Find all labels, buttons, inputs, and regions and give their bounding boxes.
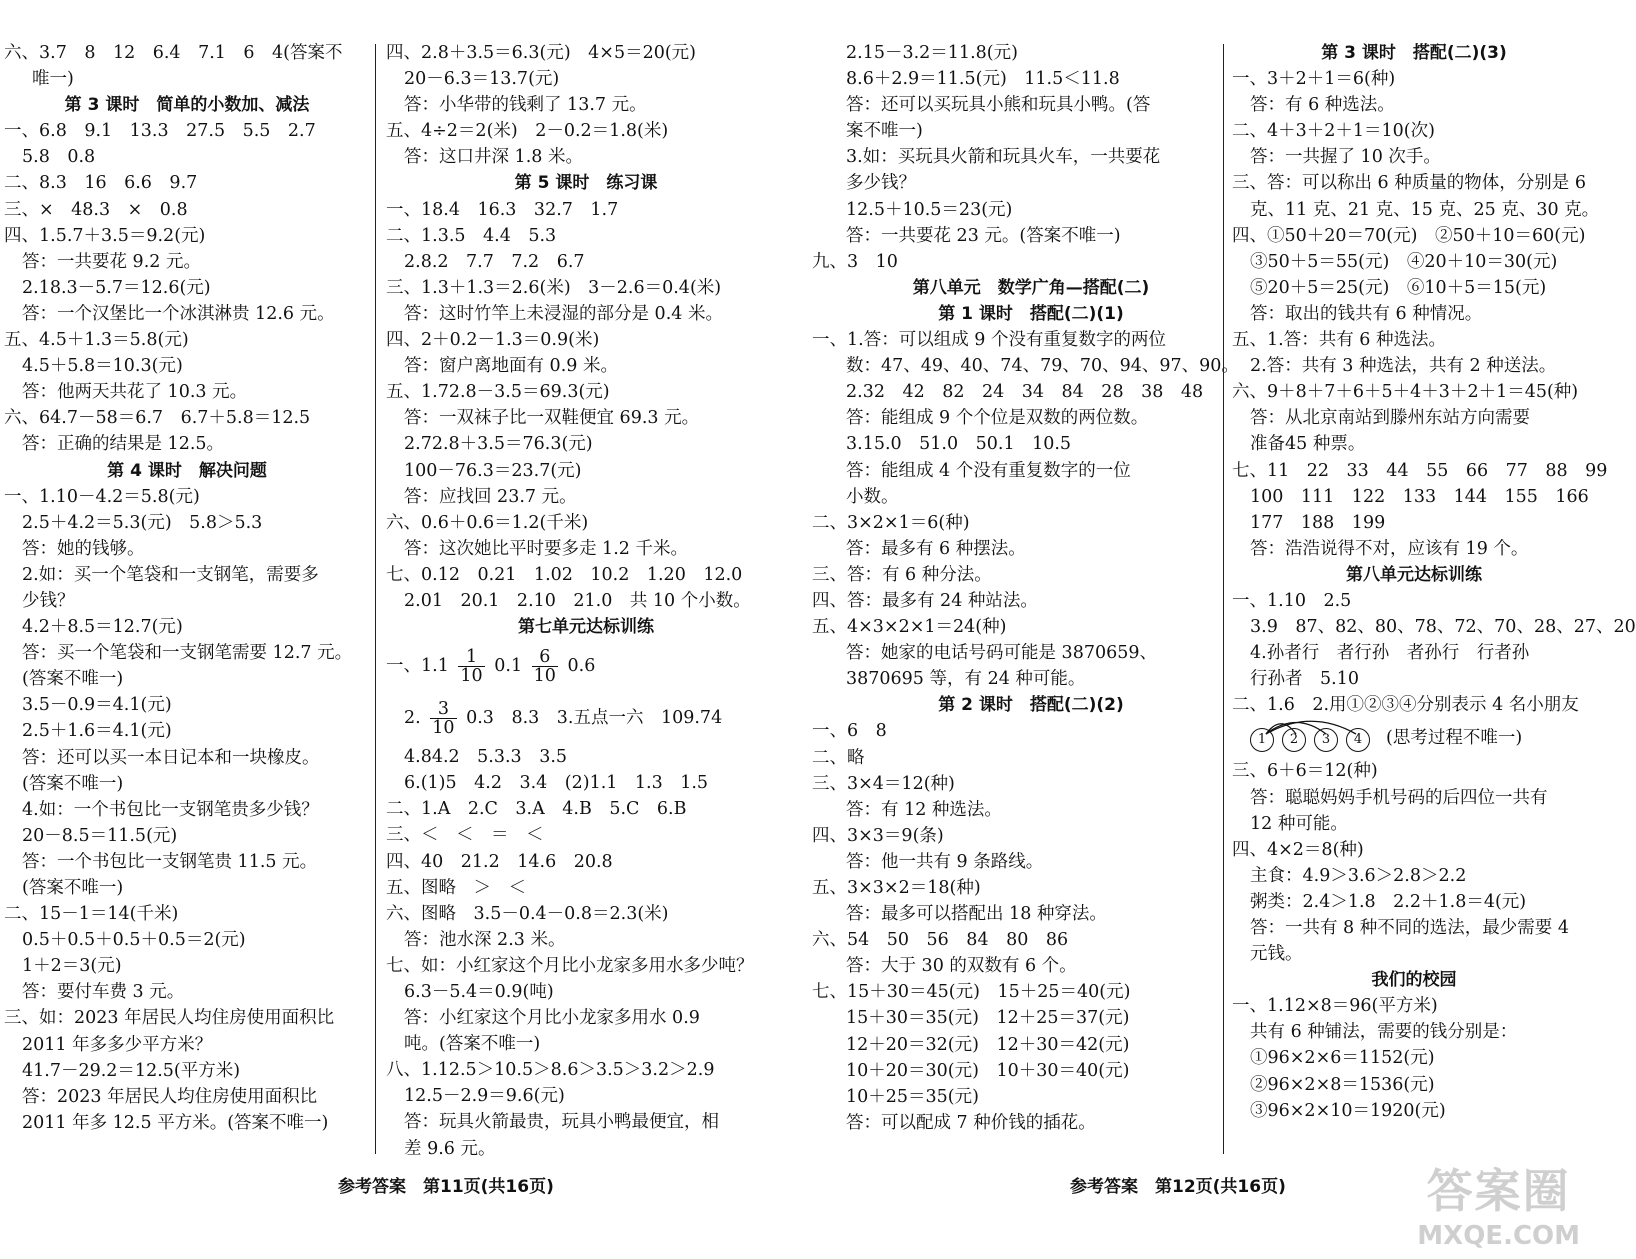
section-heading: 第 5 课时 练习课 <box>514 173 658 194</box>
answer-line: 答：有 12 种选法。 <box>846 799 1002 820</box>
answer-line: 四、1.5.7＋3.5＝9.2(元) <box>4 225 206 246</box>
answer-line: (答案不唯一) <box>22 878 124 898</box>
answer-line: 一、1.答：可以组成 9 个没有重复数字的两位 <box>812 330 1166 351</box>
watermark-logo <box>1417 1155 1580 1251</box>
fraction: $\frac{3}{10}$ <box>432 699 455 739</box>
answer-line: 0.5＋0.5＋0.5＋0.5＝2(元) <box>22 930 246 951</box>
answer-line: 答：最多可以搭配出 18 种穿法。 <box>846 904 1107 925</box>
answer-line: 4.5＋5.8＝10.3(元) <box>22 356 183 377</box>
answer-line: 2.18.3－5.7＝12.6(元) <box>22 277 211 298</box>
answer-line: 3.9 87、82、80、78、72、70、28、27、20 <box>1250 617 1636 638</box>
fraction: $\frac{1}{10}$ <box>460 647 483 687</box>
answer-line: 177 188 199 <box>1250 512 1386 533</box>
answer-line: 六、0.6＋0.6＝1.2(千米) <box>386 512 589 533</box>
answer-line: 6.3－5.4＝0.9(吨) <box>404 982 554 1002</box>
answer-line: 主食：4.9＞3.6＞2.8＞2.2 <box>1250 865 1467 886</box>
answer-line: 2.72.8＋3.5＝76.3(元) <box>404 434 593 455</box>
answer-line: 案不唯一) <box>846 121 923 142</box>
answer-line: 答：从北京南站到滕州东站方向需要 <box>1250 408 1530 429</box>
answer-line: 四、2.8＋3.5＝6.3(元) 4×5＝20(元) <box>386 43 697 63</box>
answer-line: 答：一双袜子比一双鞋便宜 69.3 元。 <box>404 408 700 429</box>
answer-line: 4.如：一个书包比一支钢笔贵多少钱？ <box>22 799 319 820</box>
answer-line: 准备45 种票。 <box>1250 434 1366 455</box>
answer-line: 2.5＋4.2＝5.3(元) 5.8＞5.3 <box>22 512 263 533</box>
answer-line: 答：最多有 6 种摆法。 <box>846 538 1026 559</box>
answer-line: ③96×2×10＝1920(元) <box>1250 1100 1446 1121</box>
answer-line: 答：一共要花 9.2 元。 <box>22 251 201 272</box>
answer-line: 三、× 48.3 × 0.8 <box>4 199 188 220</box>
answer-line: 100 111 122 133 144 155 166 <box>1250 486 1589 507</box>
answer-line: 三、如：2023 年居民人均住房使用面积比 <box>4 1008 335 1029</box>
answer-line: ①96×2×6＝1152(元) <box>1250 1048 1435 1069</box>
answer-line: 少钱？ <box>22 590 75 611</box>
column-divider <box>375 44 376 1154</box>
answer-line: ⑤20＋5＝25(元) ⑥10＋5＝15(元) <box>1250 277 1547 298</box>
answer-line: 四、40 21.2 14.6 20.8 <box>386 851 613 872</box>
answer-line: 二、8.3 16 6.6 9.7 <box>4 173 198 194</box>
answer-line: 答：买一个笔袋和一支钢笔需要 12.7 元。 <box>22 643 353 664</box>
section-heading: 第 3 课时 简单的小数加、减法 <box>64 95 310 116</box>
answer-line: 15＋30＝35(元) 12＋25＝37(元) <box>846 1008 1130 1029</box>
answer-line: 2.5＋1.6＝4.1(元) <box>22 721 172 742</box>
answer-line: 答：可以配成 7 种价钱的插花。 <box>846 1112 1096 1133</box>
answer-line: 答：一共要花 23 元。(答案不唯一) <box>846 225 1121 246</box>
answer-line: 三、答：可以称出 6 种质量的物体，分别是 6 <box>1232 173 1586 194</box>
answer-line: 五、4÷2＝2(米) 2－0.2＝1.8(米) <box>386 121 669 142</box>
answer-line: 答：这口井深 1.8 米。 <box>404 147 583 168</box>
answer-line: 41.7－29.2＝12.5(平方米) <box>22 1060 241 1081</box>
answer-line: 三、＜ ＜ ＝ ＜ <box>386 825 544 846</box>
answer-line: 八、1.12.5＞10.5＞8.6＞3.5＞3.2＞2.9 <box>386 1060 715 1081</box>
answer-line: 答：有 6 种选法。 <box>1250 95 1395 116</box>
answer-line: (答案不唯一) <box>22 773 124 794</box>
answer-line: 100－76.3＝23.7(元) <box>404 460 582 481</box>
answer-line: 七、0.12 0.21 1.02 10.2 1.20 12.0 <box>386 564 743 585</box>
answer-line: 5.8 0.8 <box>22 147 96 168</box>
answer-line: ②96×2×8＝1536(元) <box>1250 1074 1435 1095</box>
answer-line: 答：要付车费 3 元。 <box>22 982 185 1003</box>
answer-line: 4.2＋8.5＝12.7(元) <box>22 617 183 638</box>
answer-line: 答：取出的钱共有 6 种情况。 <box>1250 303 1483 324</box>
answer-line: 2.如：买一个笔袋和一支钢笔，需要多 <box>22 564 319 585</box>
answer-line: 一、18.4 16.3 32.7 1.7 <box>386 199 619 220</box>
child-circle: 3 <box>1314 728 1338 752</box>
answer-line: 一、3＋2＋1＝6(种) <box>1232 69 1396 90</box>
answer-line: ③50＋5＝55(元) ④20＋10＝30(元) <box>1250 251 1558 272</box>
answer-line: 2.答：共有 3 种选法，共有 2 种送法。 <box>1250 356 1557 377</box>
answer-line: 答：一个汉堡比一个冰淇淋贵 12.6 元。 <box>22 303 335 324</box>
answer-line: 3870695 等，有 24 种可能。 <box>846 669 1086 690</box>
answer-line: 答：小华带的钱剩了 13.7 元。 <box>404 95 647 116</box>
answer-line: 10＋25＝35(元) <box>846 1086 979 1107</box>
section-heading: 第八单元 数学广角—搭配(二) <box>912 277 1150 298</box>
answer-line: 2.32 42 82 24 34 84 28 38 48 <box>846 382 1204 403</box>
answer-line: 二、1.A 2.C 3.A 4.B 5.C 6.B <box>386 799 687 820</box>
answer-line: 1 2 3 4 (思考过程不唯一) <box>1232 718 1596 758</box>
column-4 <box>1232 40 1636 1124</box>
answer-line: 答：一共有 8 种不同的选法，最少需要 4 <box>1250 918 1569 938</box>
answer-line: 答：她的钱够。 <box>22 538 145 559</box>
answer-line: 答：大于 30 的双数有 6 个。 <box>846 956 1077 977</box>
section-heading: 第七单元达标训练 <box>518 617 654 638</box>
section-heading: 第 3 课时 搭配(二)(3) <box>1321 43 1507 63</box>
answer-line: 3.15.0 51.0 50.1 10.5 <box>846 434 1072 455</box>
answer-line: 1＋2＝3(元) <box>22 956 122 977</box>
answer-line: 二、略 <box>812 747 865 768</box>
answer-line: 答：还可以买玩具小熊和玩具小鸭。(答 <box>846 95 1151 116</box>
answer-line: 答：正确的结果是 12.5。 <box>22 434 225 455</box>
answer-line: 七、如：小红家这个月比小龙家多用水多少吨？ <box>386 955 754 976</box>
answer-line: 小数。 <box>846 486 899 507</box>
answer-line: 10＋20＝30(元) 10＋30＝40(元) <box>846 1060 1130 1081</box>
answer-line: 一、6 8 <box>812 721 887 742</box>
answer-line: 一、1.12×8＝96(平方米) <box>1232 996 1438 1017</box>
child-circle: 4 <box>1346 728 1370 752</box>
answer-line: 三、3×4＝12(种) <box>812 773 955 794</box>
answer-line: 4.孙者行 者行孙 者孙行 行者孙 <box>1250 643 1530 664</box>
answer-line: 五、3×3×2＝18(种) <box>812 878 981 898</box>
answer-line: 答：还可以买一本日记本和一块橡皮。 <box>22 747 320 768</box>
answer-line: 12.5＋10.5＝23(元) <box>846 199 1013 220</box>
answer-line: 二、15－1＝14(千米) <box>4 904 179 925</box>
answer-line: 答：一共握了 10 次手。 <box>1250 147 1441 168</box>
answer-line: 答：应找回 23.7 元。 <box>404 486 577 507</box>
watermark-url: MXQE.COM <box>1417 1221 1580 1251</box>
answer-line: 三、6＋6＝12(种) <box>1232 761 1378 782</box>
answer-line: 吨。(答案不唯一) <box>404 1034 541 1055</box>
answer-line: 2.8.2 7.7 7.2 6.7 <box>404 251 585 272</box>
section-heading: 第 4 课时 解决问题 <box>107 460 267 481</box>
answer-line: 五、1.答：共有 6 种选法。 <box>1232 330 1446 351</box>
answer-line: 六、图略 3.5－0.4－0.8＝2.3(米) <box>386 903 669 924</box>
answer-line: 二、4＋3＋2＋1＝10(次) <box>1232 121 1435 142</box>
answer-line: 答：浩浩说得不对，应该有 19 个。 <box>1250 538 1529 559</box>
child-circle: 2 <box>1282 728 1306 752</box>
answer-line: 12.5－2.9＝9.6(元) <box>404 1086 565 1107</box>
arrangement-diagram <box>1250 728 1378 752</box>
answer-line: 九、3 10 <box>812 251 898 272</box>
answer-line: 4.84.2 5.3.3 3.5 <box>404 747 568 768</box>
answer-line: 3.如：买玩具火箭和玩具火车，一共要花 <box>846 147 1161 168</box>
section-heading: 第八单元达标训练 <box>1346 564 1482 585</box>
answer-line: 2. $\frac{3}{10}$ 0.3 8.3 3.五点一六 109.74 <box>404 699 723 739</box>
answer-line: 12 种可能。 <box>1250 813 1348 834</box>
answer-line: 答：窗户离地面有 0.9 米。 <box>404 356 618 377</box>
section-heading: 第 2 课时 搭配(二)(2) <box>938 695 1124 716</box>
watermark-logo-text: 答案圈 <box>1426 1164 1571 1218</box>
answer-line: 答：聪聪妈妈手机号码的后四位一共有 <box>1250 787 1548 808</box>
fraction: $\frac{6}{10}$ <box>533 647 556 687</box>
page-footer-right: 参考答案 第12页(共16页) <box>1070 1177 1286 1197</box>
answer-line: 20－8.5＝11.5(元) <box>22 825 178 846</box>
answer-line: 三、答：有 6 种分法。 <box>812 564 992 585</box>
connection-arc <box>1266 722 1356 735</box>
answer-line: 二、3×2×1＝6(种) <box>812 512 970 533</box>
answer-line: 20－6.3＝13.7(元) <box>404 69 560 90</box>
column-divider <box>1223 44 1224 1154</box>
answer-line: 六、3.7 8 12 6.4 7.1 6 4(答案不 <box>4 43 343 63</box>
answer-line: 共有 6 种铺法，需要的钱分别是： <box>1250 1022 1518 1043</box>
section-heading: 我们的校园 <box>1371 970 1457 991</box>
answer-line: 答：一个书包比一支钢笔贵 11.5 元。 <box>22 851 318 872</box>
answer-line: 四、答：最多有 24 种站法。 <box>812 590 1038 611</box>
answer-line: 四、2＋0.2－1.3＝0.9(米) <box>386 330 600 351</box>
answer-line: 答：他两天共花了 10.3 元。 <box>22 382 248 403</box>
answer-line: 2.15－3.2＝11.8(元) <box>846 43 1018 63</box>
answer-line: 四、4×2＝8(种) <box>1232 839 1364 860</box>
answer-line: 答：能组成 4 个没有重复数字的一位 <box>846 460 1131 481</box>
answer-line: 唯一) <box>32 69 74 90</box>
answer-line: 克、11 克、21 克、15 克、25 克、30 克。 <box>1250 199 1600 220</box>
answer-line: 8.6＋2.9＝11.5(元) 11.5＜11.8 <box>846 69 1120 90</box>
answer-line: 六、9＋8＋7＋6＋5＋4＋3＋2＋1＝45(种) <box>1232 382 1579 403</box>
answer-line: 答：玩具火箭最贵，玩具小鸭最便宜，相 <box>404 1112 719 1133</box>
right-page <box>800 0 1636 1259</box>
answer-line: 2.01 20.1 2.10 21.0 共 10 个小数。 <box>404 590 751 611</box>
answer-line: 2011 年多多少平方米？ <box>22 1034 213 1055</box>
answer-line: (答案不唯一) <box>22 669 124 690</box>
column-1 <box>4 40 370 1136</box>
answer-line: 2011 年多 12.5 平方米。(答案不唯一) <box>22 1112 329 1133</box>
answer-line: 答：这时竹竿上未浸湿的部分是 0.4 米。 <box>404 303 723 324</box>
answer-line: 二、1.3.5 4.4 5.3 <box>386 225 557 246</box>
column-2 <box>386 40 786 1162</box>
answer-line: 五、图略 ＞ ＜ <box>386 877 526 898</box>
answer-line: 答：小红家这个月比小龙家多用水 0.9 <box>404 1008 700 1029</box>
answer-line: 答：2023 年居民人均住房使用面积比 <box>22 1086 318 1107</box>
answer-line: 二、1.6 2.用①②③④分别表示 4 名小朋友 <box>1232 695 1579 716</box>
answer-line: 七、11 22 33 44 55 66 77 88 99 <box>1232 460 1608 481</box>
answer-line: 行孙者 5.10 <box>1250 669 1359 690</box>
answer-line: 答：他一共有 9 条路线。 <box>846 851 1044 872</box>
answer-line: 答：这次她比平时要多走 1.2 千米。 <box>404 538 688 559</box>
answer-line: 五、1.72.8－3.5＝69.3(元) <box>386 382 610 403</box>
answer-line: 六、54 50 56 84 80 86 <box>812 930 1069 951</box>
answer-line: 答：她家的电话号码可能是 3870659、 <box>846 643 1157 664</box>
connection-arc <box>1266 723 1326 735</box>
left-page <box>0 0 800 1259</box>
section-heading: 第 1 课时 搭配(二)(1) <box>938 303 1124 324</box>
answer-line: 六、64.7－58＝6.7 6.7＋5.8＝12.5 <box>4 408 311 429</box>
child-circle: 1 <box>1250 728 1274 752</box>
answer-line: 五、4.5＋1.3＝5.8(元) <box>4 330 189 351</box>
answer-line: 七、15＋30＝45(元) 15＋25＝40(元) <box>812 982 1131 1003</box>
answer-line: 五、4×3×2×1＝24(种) <box>812 617 1007 638</box>
answer-line: 元钱。 <box>1250 944 1303 965</box>
answer-line: 一、6.8 9.1 13.3 27.5 5.5 2.7 <box>4 121 316 142</box>
answer-line: 12＋20＝32(元) 12＋30＝42(元) <box>846 1034 1130 1055</box>
answer-line: 答：能组成 9 个个位是双数的两位数。 <box>846 408 1149 429</box>
answer-line: 一、1.10－4.2＝5.8(元) <box>4 486 200 507</box>
answer-line: 粥类：2.4＞1.8 2.2＋1.8＝4(元) <box>1250 891 1527 912</box>
answer-line: 数：47、49、40、74、79、70、94、97、90。 <box>846 356 1239 377</box>
answer-line: 3.5－0.9＝4.1(元) <box>22 695 172 716</box>
page-footer-left: 参考答案 第11页(共16页) <box>338 1177 554 1197</box>
answer-line: 三、1.3＋1.3＝2.6(米) 3－2.6＝0.4(米) <box>386 277 722 298</box>
column-3 <box>812 40 1239 1136</box>
answer-line: 四、3×3＝9(条) <box>812 825 944 846</box>
answer-line: 多少钱？ <box>846 173 916 194</box>
answer-line: 一、1.10 2.5 <box>1232 590 1352 611</box>
answer-line: 6.(1)5 4.2 3.4 (2)1.1 1.3 1.5 <box>404 773 709 794</box>
answer-line: 答：池水深 2.3 米。 <box>404 929 566 950</box>
answer-line: 差 9.6 元。 <box>404 1138 496 1159</box>
answer-line: 一、1.1 $\frac{1}{10}$ 0.1 $\frac{6}{10}$ 0.6 <box>386 647 596 687</box>
answer-line: 四、①50＋20＝70(元) ②50＋10＝60(元) <box>1232 225 1586 246</box>
